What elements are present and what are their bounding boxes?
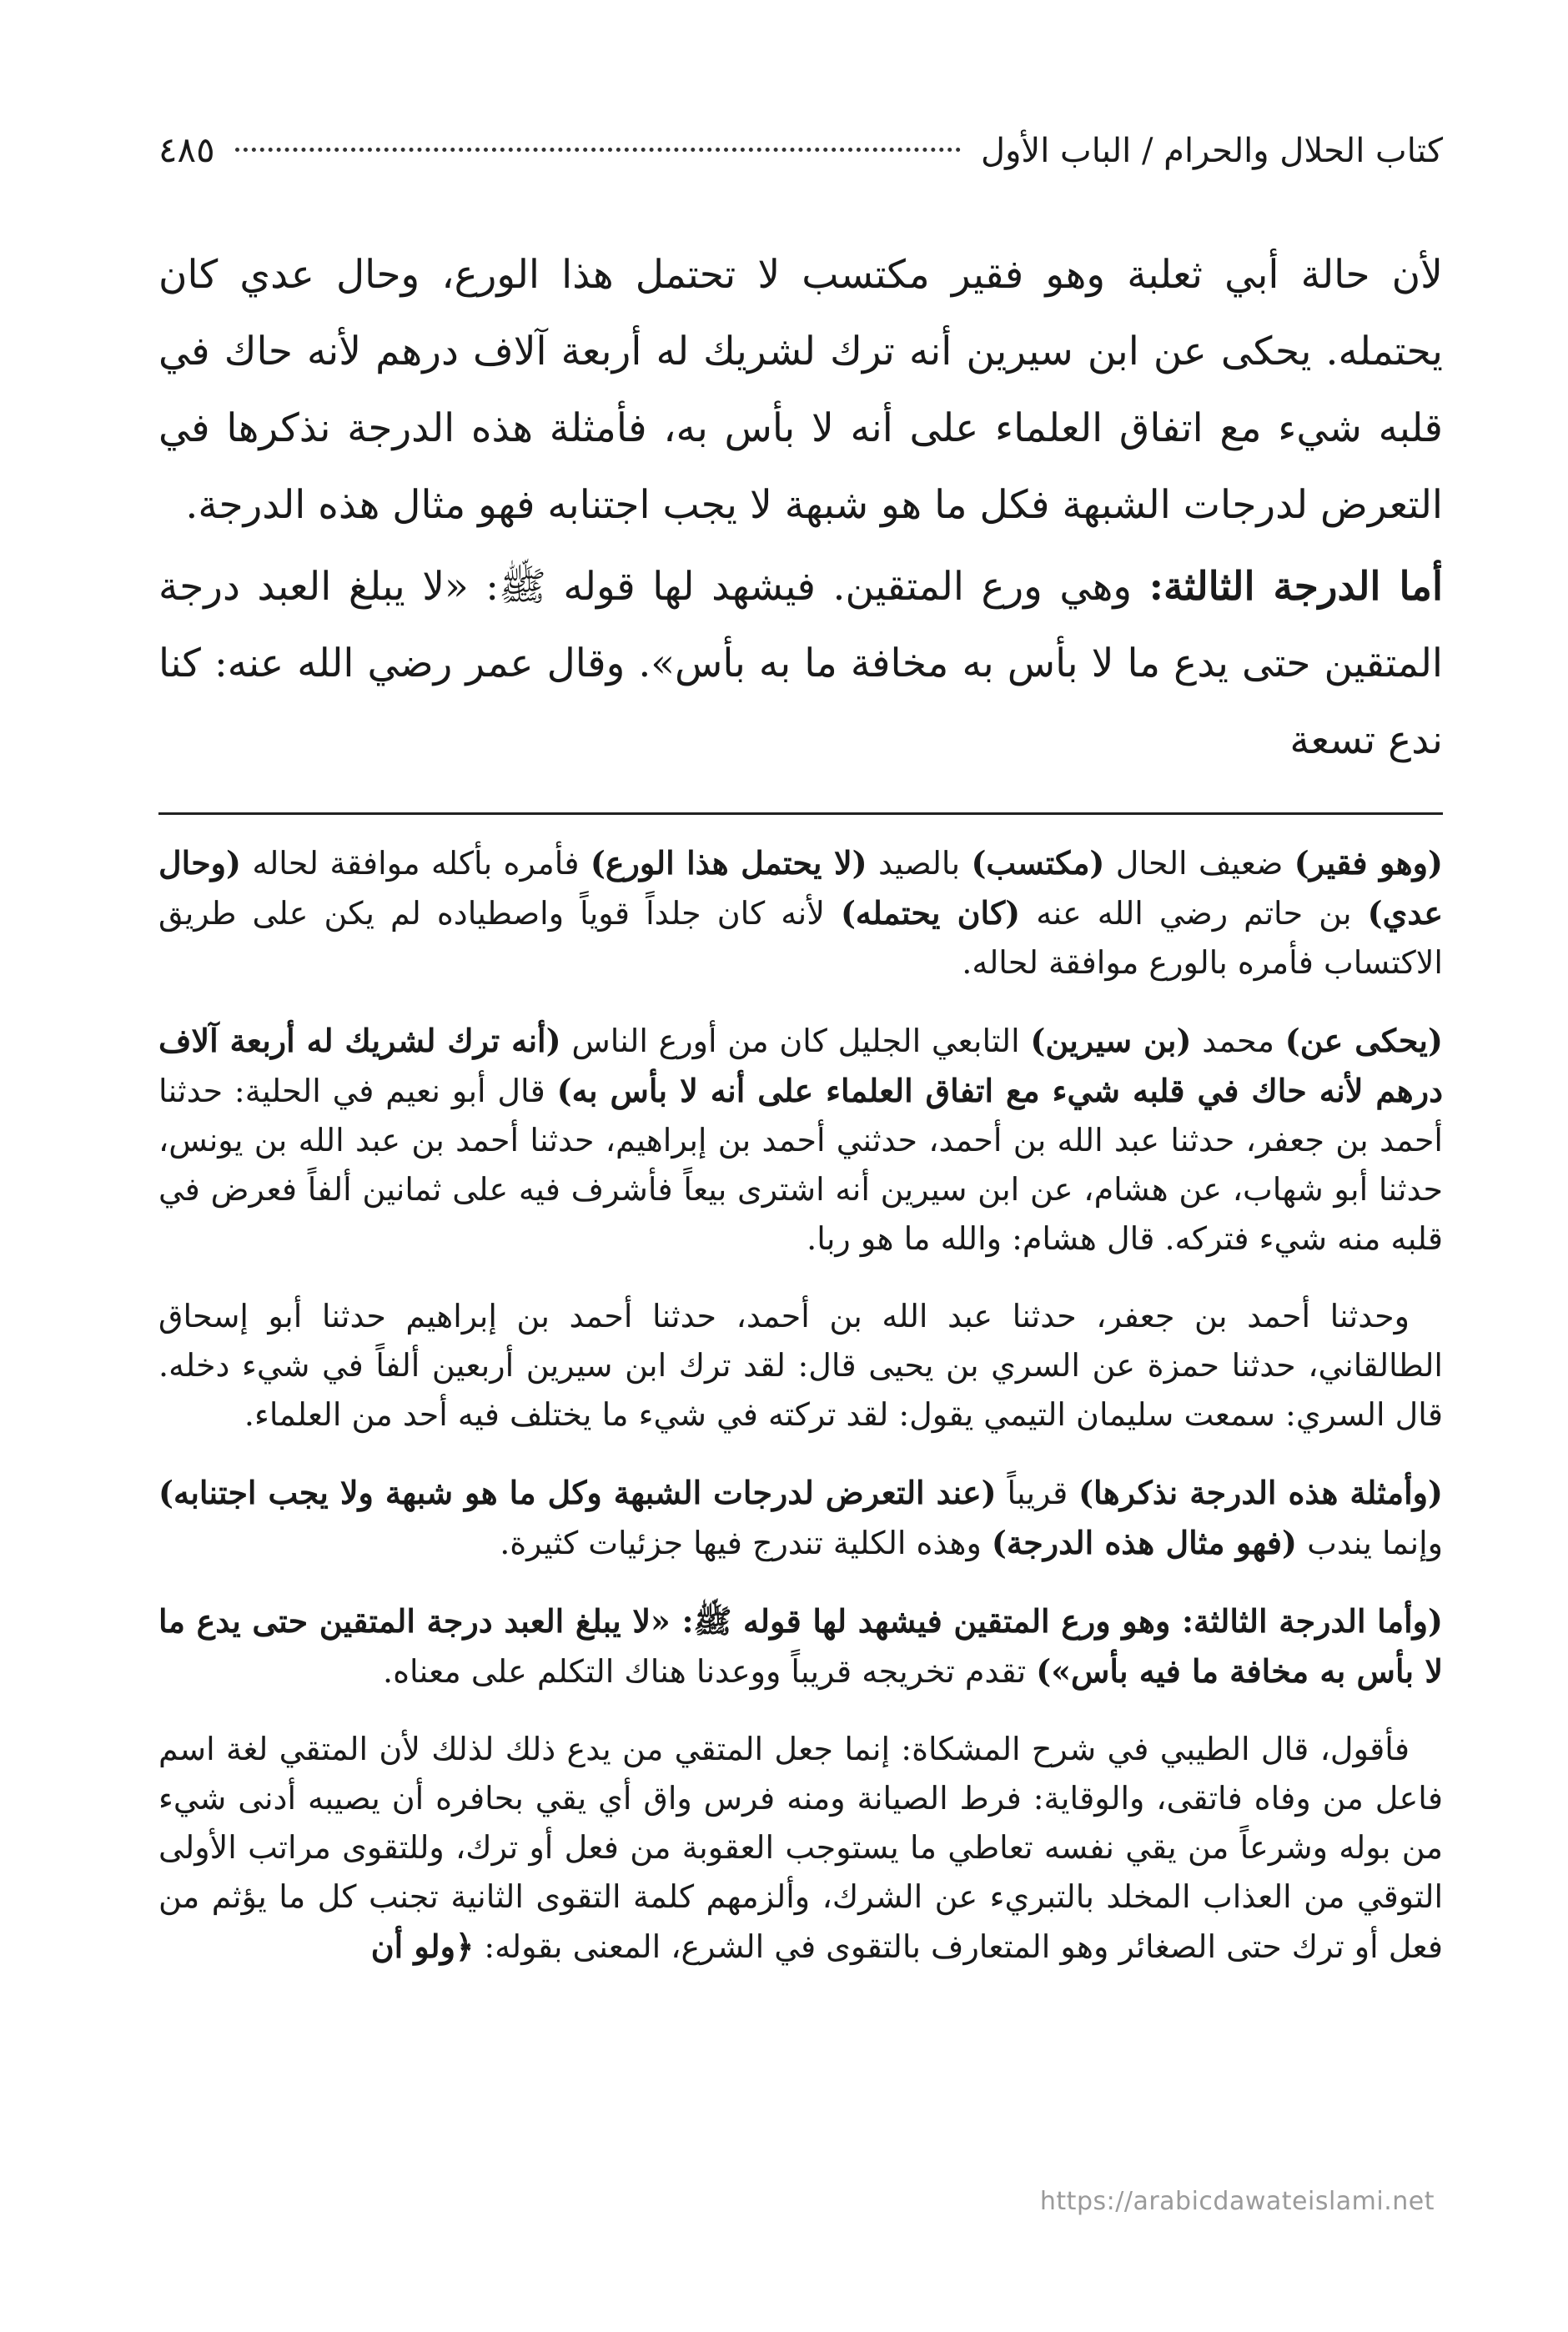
main-text bbox=[158, 237, 1443, 779]
third-degree-heading: أما الدرجة الثالثة: bbox=[1148, 564, 1443, 610]
main-paragraph-2 bbox=[158, 549, 1443, 779]
sharh-text: تقدم تخريجه قريباً ووعدنا هناك التكلم على معناه. bbox=[383, 1653, 1037, 1690]
quoted-matn: (وحال عدي) bbox=[158, 844, 1444, 932]
quoted-matn: (لا يحتمل هذا الورع) bbox=[590, 844, 867, 882]
commentary bbox=[158, 838, 1443, 1972]
sharh-text: بالصيد bbox=[867, 845, 972, 882]
quoted-matn: (بن سيرين) bbox=[1030, 1022, 1192, 1059]
running-head bbox=[158, 125, 1443, 183]
quoted-matn: (وهو فقير) bbox=[1294, 844, 1444, 882]
quoted-matn: (فهو مثال هذه الدرجة) bbox=[991, 1524, 1298, 1561]
commentary-paragraph-4 bbox=[158, 1468, 1443, 1568]
commentary-paragraph-2 bbox=[158, 1016, 1443, 1264]
quoted-matn: (وأمثلة هذه الدرجة نذكرها) bbox=[1078, 1474, 1443, 1511]
quoted-matn: (مكتسب) bbox=[971, 844, 1105, 882]
chapter-title: كتاب الحلال والحرام / الباب الأول bbox=[981, 132, 1443, 170]
quran-quote: ﴿ولو أن bbox=[370, 1927, 475, 1965]
sharh-text: التابعي الجليل كان من أورع الناس bbox=[560, 1023, 1031, 1059]
quoted-matn: (وأما الدرجة الثالثة: وهو ورع المتقين فيشهد لها قوله ﷺ: «لا يبلغ العبد درجة المتقين حتى يدع ما لا بأس به مخافة ما فيه بأس») bbox=[158, 1602, 1443, 1690]
commentary-paragraph-3: وحدثنا أحمد بن جعفر، حدثنا عبد الله بن أحمد، حدثنا أحمد بن إبراهيم حدثنا أبو إسحاق الطالقاني، حدثنا حمزة عن السري بن يحيى قال: لقد ترك ابن سيرين أربعين ألفاً في شيء دخله. قال السري: سمعت سليمان التيمي يقول: لقد تركته في شيء ما يختلف فيه أحد من العلماء. bbox=[158, 1298, 1443, 1433]
sharh-text: قال أبو نعيم في الحلية: حدثنا أحمد بن جعفر، حدثنا عبد الله بن أحمد، حدثني أحمد بن إبراهيم، حدثنا أحمد بن عبد الله بن يونس، حدثنا أبو شهاب، عن هشام، عن ابن سيرين أنه اشترى بيعاً فأشرف فيه على ثمانين ألفاً فعرض في قلبه منه شيء فتركه. قال هشام: والله ما هو ربا. bbox=[158, 1073, 1443, 1257]
dotted-leader bbox=[235, 148, 961, 152]
quoted-matn: (أنه ترك لشريك له أربعة آلاف درهم لأنه حاك في قلبه شيء مع اتفاق العلماء على أنه لا بأس به) bbox=[158, 1022, 1443, 1109]
watermark-url: https://arabicdawateislami.net bbox=[1039, 2187, 1435, 2216]
commentary-paragraph-1 bbox=[158, 838, 1443, 988]
sharh-text: وإنما يندب bbox=[1297, 1525, 1443, 1561]
sharh-text: فأمره بأكله موافقة لحاله bbox=[241, 845, 591, 882]
separator-rule bbox=[158, 812, 1443, 815]
main-paragraph-1: لأن حالة أبي ثعلبة وهو فقير مكتسب لا تحتمل هذا الورع، وحال عدي كان يحتمله. يحكى عن ابن سيرين أنه ترك لشريك له أربعة آلاف درهم لأنه حاك في قلبه شيء مع اتفاق العلماء على أنه لا بأس به، فأمثلة هذه الدرجة نذكرها في التعرض لدرجات الشبهة فكل ما هو شبهة لا يجب اجتنابه فهو مثال هذه الدرجة. bbox=[158, 252, 1443, 528]
quoted-matn: (كان يحتمله) bbox=[840, 894, 1021, 932]
quoted-matn: (عند التعرض لدرجات الشبهة وكل ما هو شبهة ولا يجب اجتنابه) bbox=[158, 1474, 997, 1511]
sharh-text: محمد bbox=[1191, 1023, 1285, 1059]
main-paragraph-2-text: وهي ورع المتقين. فيشهد لها قوله ﷺ: «لا يبلغ العبد درجة المتقين حتى يدع ما لا بأس به مخافة ما به بأس». وقال عمر رضي الله عنه: كنا ندع تسعة bbox=[158, 564, 1443, 763]
commentary-paragraph-6 bbox=[158, 1725, 1443, 1972]
sharh-text: قريباً bbox=[996, 1475, 1079, 1511]
sharh-text: ضعيف الحال bbox=[1104, 845, 1294, 882]
sharh-text: وهذه الكلية تندرج فيها جزئيات كثيرة. bbox=[500, 1525, 992, 1561]
book-page bbox=[158, 125, 1443, 2000]
sharh-text: بن حاتم رضي الله عنه bbox=[1020, 895, 1368, 932]
commentary-paragraph-5 bbox=[158, 1596, 1443, 1696]
sharh-text: لأنه كان جلداً قوياً واصطياده لم يكن على طريق الاكتساب فأمره بالورع موافقة لحاله. bbox=[158, 895, 1443, 981]
quoted-matn: (يحكى عن) bbox=[1284, 1022, 1443, 1059]
page-number: ٤٨٥ bbox=[158, 129, 215, 170]
sharh-text: فأقول، قال الطيبي في شرح المشكاة: إنما جعل المتقي من يدع ذلك لذلك لأن المتقي لغة اسم فاعل من وفاه فاتقى، والوقاية: فرط الصيانة ومنه فرس واق أي يقي بحافره أن يصيبه أدنى شيء من بوله وشرعاً من يقي نفسه تعاطي ما يستوجب العقوبة من فعل أو ترك، وللتقوى مراتب الأولى التوقي من العذاب المخلد بالتبريء عن الشرك، وألزمهم كلمة التقوى الثانية تجنب كل ما يؤثم من فعل أو ترك حتى الصغائر وهو المتعارف بالتقوى في الشرع، المعنى بقوله: bbox=[158, 1731, 1443, 1965]
